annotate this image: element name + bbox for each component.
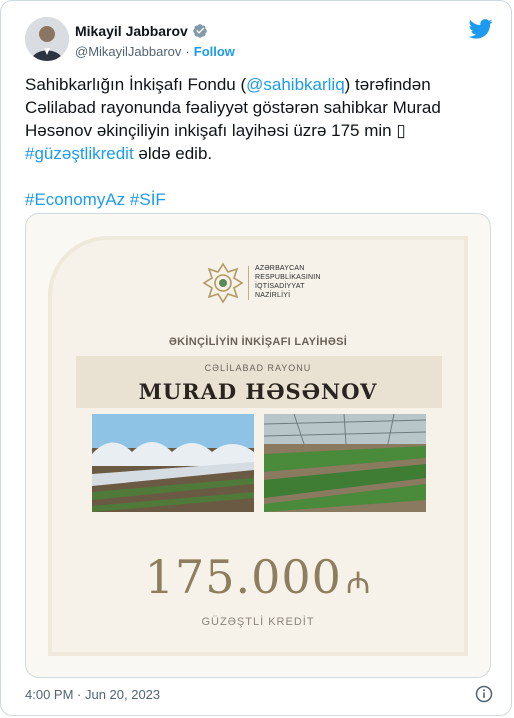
ministry-line: NAZİRLİYİ (255, 292, 291, 299)
info-icon[interactable] (475, 685, 493, 703)
greenhouse-photo-outside (92, 414, 254, 512)
greenhouse-photo-inside (264, 414, 426, 512)
ministry-line: İQTİSADİYYAT (255, 283, 305, 290)
project-title: ƏKİNÇİLİYİN İNKİŞAFI LAYİHƏSİ (168, 336, 348, 348)
tweet-header (25, 17, 493, 61)
separator: · (185, 44, 190, 59)
manat-symbol: ₼ (345, 566, 372, 601)
verified-badge-icon (192, 23, 208, 39)
ministry-name (255, 264, 321, 300)
author-name[interactable]: Mikayil Jabbarov (75, 23, 188, 39)
follow-button[interactable]: Follow (193, 44, 235, 59)
mention-link[interactable]: @sahibkarliq (246, 75, 345, 94)
text-segment: ) tərəfindən Cəlilabad rayonunda fəaliyyət göstərən sahibkar Murad Həsənov əkinçiliyin inkişafı layihəsi üzrə 175 min ▯ (25, 75, 441, 140)
hashtag-link[interactable]: #SİF (129, 190, 166, 209)
avatar[interactable] (25, 17, 69, 61)
amount-value: 175.000 (144, 550, 342, 604)
ministry-line: RESPUBLİKASININ (255, 274, 321, 281)
author-name-row (75, 23, 208, 39)
emblem-divider (248, 266, 249, 300)
twitter-bird-icon[interactable] (469, 19, 493, 39)
credit-amount (26, 550, 490, 604)
tweet-hashtags (25, 188, 485, 211)
handle-row (75, 44, 235, 59)
timestamp[interactable]: 4:00 PM · Jun 20, 2023 (25, 687, 161, 702)
hashtag-link[interactable]: #güzəştlikredit (25, 144, 134, 163)
region-label: CƏLİLABAD RAYONU (204, 363, 312, 373)
ministry-emblem-icon (202, 262, 244, 304)
author-handle[interactable]: @MikayilJabbarov (75, 44, 182, 59)
entrepreneur-name: MURAD HƏSƏNOV (138, 379, 378, 404)
media-card[interactable] (25, 213, 491, 678)
tweet-paragraph (25, 73, 485, 165)
text-segment: Sahibkarlığın İnkişafı Fondu ( (25, 75, 247, 94)
tweet-text (25, 73, 485, 211)
text-segment: əldə edib. (133, 144, 213, 163)
ministry-line: AZƏRBAYCAN (255, 265, 305, 272)
credit-label: GÜZƏŞTLİ KREDİT (201, 616, 315, 628)
hashtag-link[interactable]: #EconomyAz (25, 190, 126, 209)
